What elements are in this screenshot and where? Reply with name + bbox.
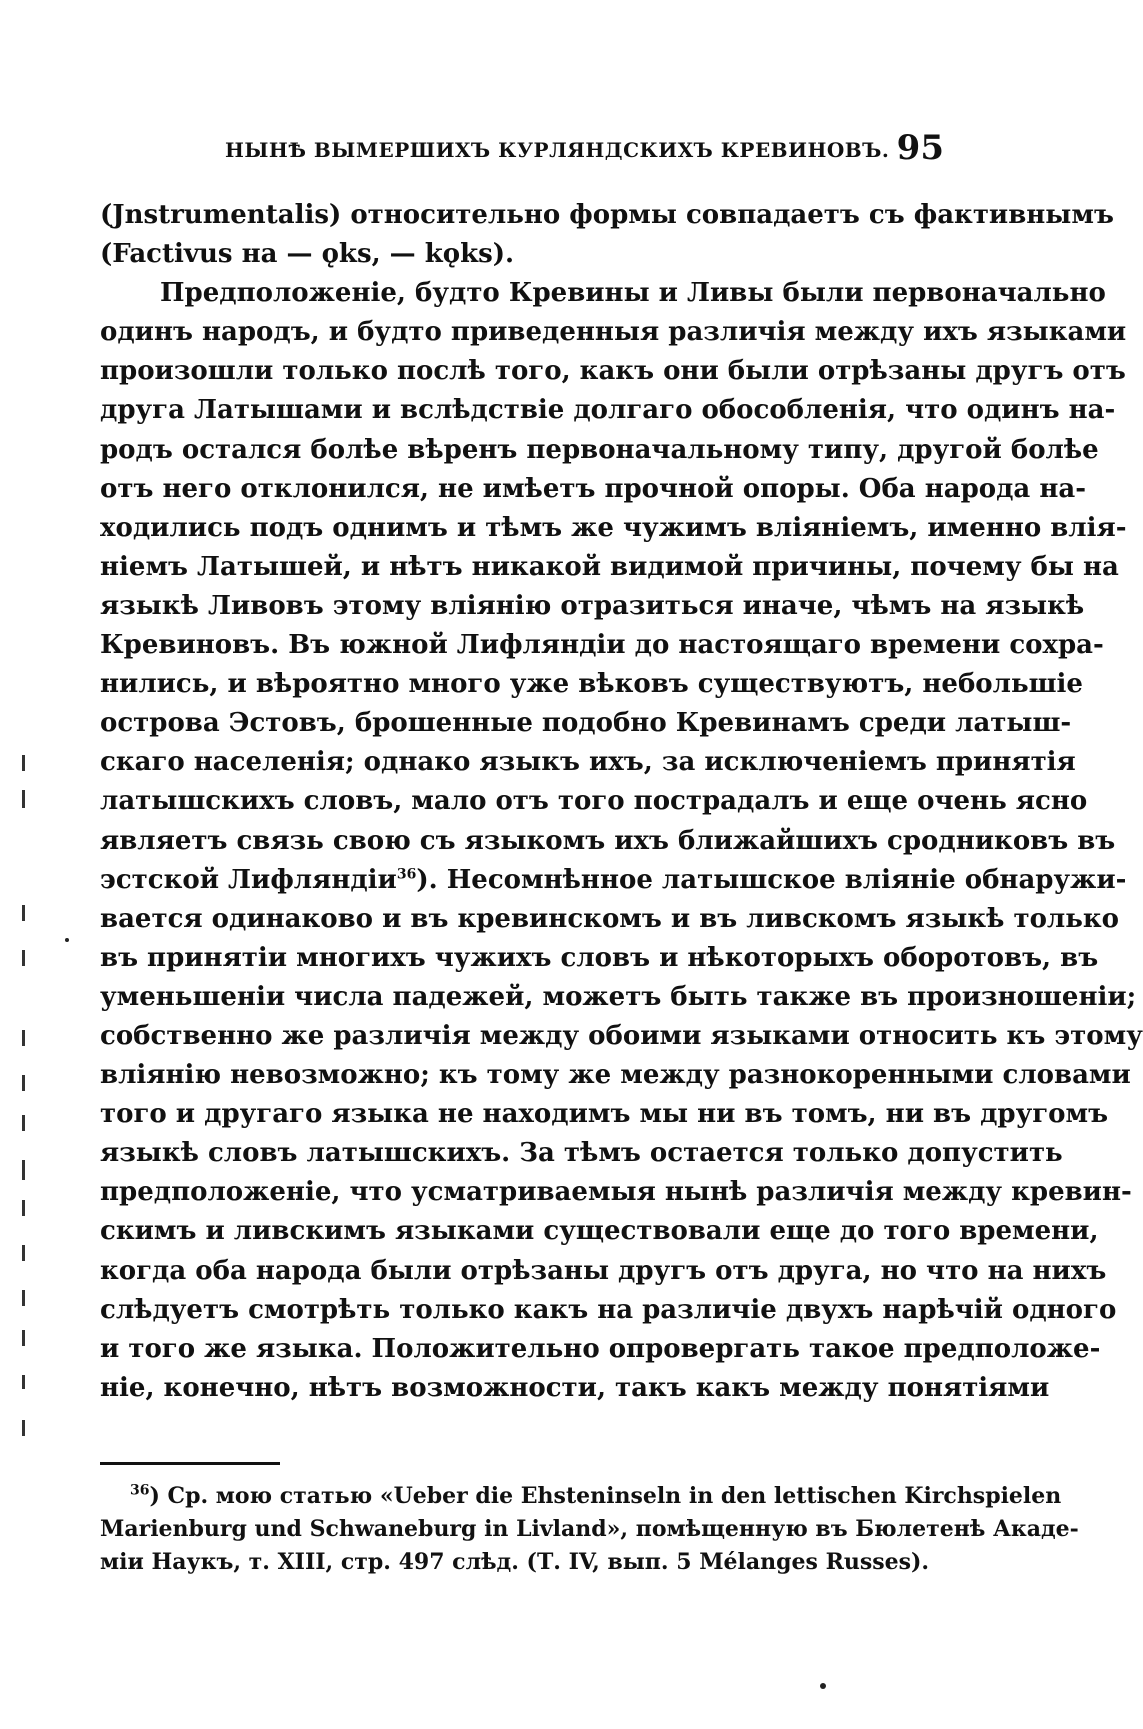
paragraph-start-line: Предположеніе, будто Кревины и Ливы были первоначально [160, 278, 1106, 309]
text-line: и того же языка. Положительно опровергать такое предположе- [100, 1333, 1101, 1364]
text-line: уменьшеніи числа падежей, можетъ быть также въ произношеніи; [100, 981, 1137, 1012]
scan-artifact-mark [22, 1420, 25, 1436]
scan-artifact-mark [22, 1115, 25, 1131]
text-line: Кревиновъ. Въ южной Лифляндіи до настоящаго времени сохра- [100, 630, 1104, 661]
text-line: того и другаго языка не находимъ мы ни въ томъ, ни въ другомъ [100, 1099, 1109, 1130]
scan-artifact-mark [22, 1290, 25, 1306]
text-line: слѣдуетъ смотрѣть только какъ на различіе двухъ нарѣчій одного [100, 1294, 1117, 1325]
scan-artifact-dot [65, 938, 69, 942]
text-line: собственно же различія между обоими языками относить къ этому [100, 1020, 1143, 1051]
scan-artifact-mark [22, 1330, 25, 1346]
footnote [100, 1480, 1079, 1579]
footnote-line: міи Наукъ, т. XIII, стр. 497 слѣд. (Т. IV, вып. 5 Mélanges Russes). [100, 1549, 930, 1575]
footnote-text: ) Ср. мою статью «Ueber die Ehsteninseln in den lettischen Kirchspielen [149, 1483, 1062, 1509]
scan-artifact-mark [22, 905, 25, 921]
running-head: НЫНѢ ВЫМЕРШИХЪ КУРЛЯНДСКИХЪ КРЕВИНОВЪ. [225, 138, 890, 162]
text-line: латышскихъ словъ, мало отъ того пострадалъ и еще очень ясно [100, 786, 1088, 817]
main-text [100, 196, 1143, 1408]
text-segment: ). Несомнѣнное латышское вліяніе обнаружи- [416, 864, 1127, 895]
text-line: острова Эстовъ, брошенные подобно Кревинамъ среди латыш- [100, 708, 1072, 739]
text-line: языкѣ словъ латышскихъ. За тѣмъ остается только допустить [100, 1138, 1063, 1169]
text-line: скаго населенія; однако языкъ ихъ, за исключеніемъ принятія [100, 747, 1076, 778]
text-line: одинъ народъ, и будто приведенныя различія между ихъ языками [100, 317, 1127, 348]
text-line: нились, и вѣроятно много уже вѣковъ существуютъ, небольшіе [100, 669, 1083, 700]
text-line-with-footnote [100, 861, 1127, 900]
footnote-line: Marienburg und Schwaneburg in Livland», помѣщенную въ Бюлетенѣ Акаде- [100, 1516, 1079, 1542]
text-line: скимъ и ливскимъ языками существовали еще до того времени, [100, 1216, 1099, 1247]
text-line: когда оба народа были отрѣзаны другъ отъ друга, но что на нихъ [100, 1255, 1107, 1286]
page-header [100, 128, 944, 178]
text-line: ніе, конечно, нѣтъ возможности, такъ какъ между понятіями [100, 1372, 1050, 1403]
text-line: ніемъ Латышей, и нѣтъ никакой видимой причины, почему бы на [100, 551, 1119, 582]
text-line: вліянію невозможно; къ тому же между разнокоренными словами [100, 1060, 1131, 1091]
text-line: друга Латышами и вслѣдствіе долгаго обособленія, что одинъ на- [100, 395, 1116, 426]
scan-artifact-mark [22, 755, 25, 771]
scan-artifact-mark [22, 790, 25, 808]
scan-artifact-mark [22, 1375, 25, 1389]
text-line: языкѣ Ливовъ этому вліянію отразиться иначе, чѣмъ на языкѣ [100, 590, 1085, 621]
footnote-line [100, 1480, 1062, 1513]
text-line: родъ остался болѣе вѣренъ первоначальному типу, другой болѣе [100, 434, 1099, 465]
scan-artifact-dot [820, 1683, 826, 1689]
text-line: (Factivus на — ǫks, — kǫks). [100, 239, 515, 270]
footnote-reference: 36 [396, 865, 417, 882]
page-number: 95 [896, 128, 944, 168]
text-line: предположеніе, что усматриваемыя нынѣ различія между кревин- [100, 1177, 1132, 1208]
text-line: отъ него отклонился, не имѣетъ прочной опоры. Оба народа на- [100, 473, 1086, 504]
text-line: ходились подъ однимъ и тѣмъ же чужимъ вліяніемъ, именно влія- [100, 512, 1127, 543]
footnote-rule [100, 1462, 280, 1465]
footnote-marker: 36 [130, 1482, 150, 1499]
text-line: являетъ связь свою съ языкомъ ихъ ближайшихъ сродниковъ въ [100, 825, 1116, 856]
scan-artifact-mark [22, 1245, 25, 1261]
scan-artifact-mark [22, 950, 25, 966]
text-line: въ принятіи многихъ чужихъ словъ и нѣкоторыхъ оборотовъ, въ [100, 942, 1099, 973]
scan-artifact-mark [22, 1160, 25, 1180]
text-line: (Jnstrumentalis) относительно формы совпадаетъ съ фактивнымъ [100, 200, 1114, 230]
scan-artifact-mark [22, 1075, 25, 1091]
text-line: произошли только послѣ того, какъ они были отрѣзаны другъ отъ [100, 356, 1126, 387]
scan-artifact-mark [22, 1030, 25, 1046]
text-segment: эстской Лифляндіи [100, 864, 397, 895]
text-line: вается одинаково и въ кревинскомъ и въ ливскомъ языкѣ только [100, 903, 1120, 934]
scan-artifact-mark [22, 1200, 25, 1216]
